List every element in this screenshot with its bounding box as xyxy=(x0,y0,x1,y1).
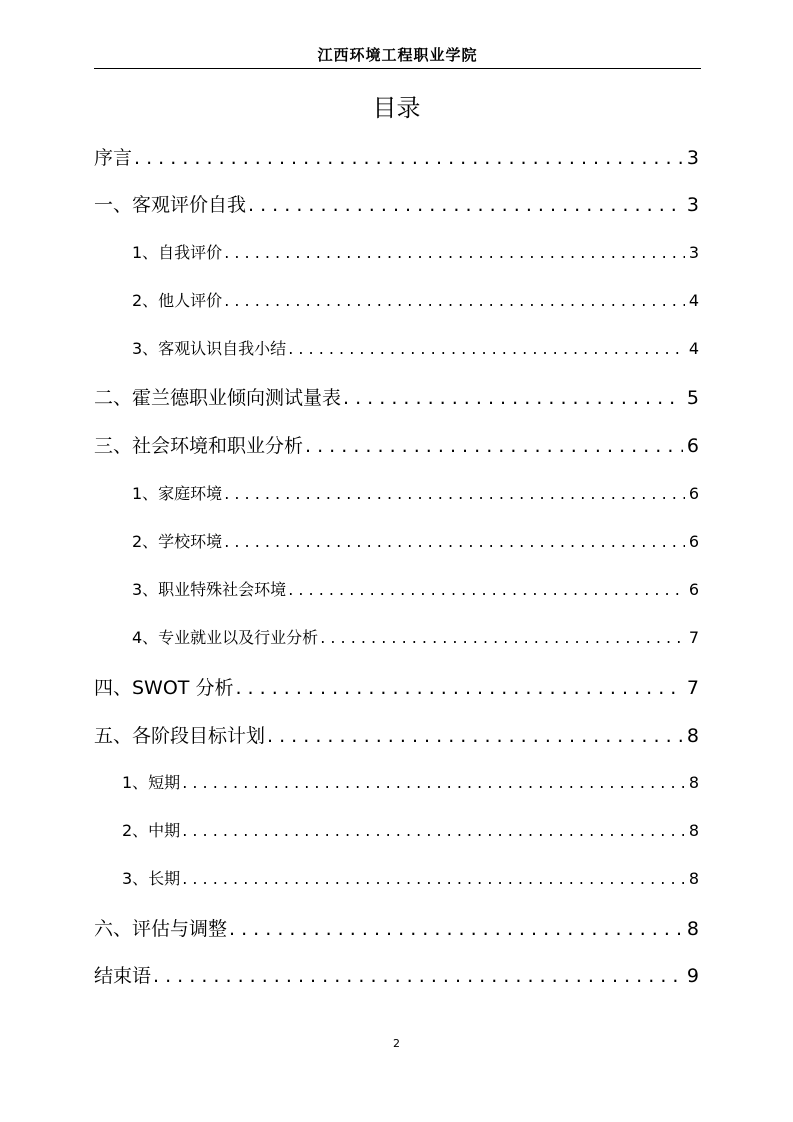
toc-entry-page: 8 xyxy=(686,725,699,747)
toc-entry-page: 3 xyxy=(688,243,699,262)
toc-leader-dots xyxy=(267,725,683,747)
toc-entry[interactable] xyxy=(94,190,699,217)
toc-entry-label: 五、各阶段目标计划 xyxy=(94,725,266,747)
toc-entry-page: 6 xyxy=(688,580,699,599)
toc-entry[interactable] xyxy=(132,481,699,504)
toc-entry-page: 8 xyxy=(688,821,699,840)
toc-leader-dots xyxy=(305,435,683,457)
toc-entry-page: 3 xyxy=(686,147,699,169)
toc-leader-dots xyxy=(182,821,685,840)
toc-leader-dots xyxy=(182,869,685,888)
toc-entry-page: 6 xyxy=(688,532,699,551)
toc-entry-label: 1、短期 xyxy=(122,773,181,792)
toc-entry-label: 4、专业就业以及行业分析 xyxy=(132,628,319,647)
running-header: 江西环境工程职业学院 xyxy=(317,46,478,64)
toc-entry[interactable] xyxy=(132,625,699,648)
header-rule xyxy=(94,68,701,69)
toc-entry-page: 7 xyxy=(688,628,699,647)
toc-entry-label: 3、长期 xyxy=(122,869,181,888)
toc-leader-dots xyxy=(320,628,685,647)
toc-leader-dots xyxy=(229,918,683,940)
toc-entry[interactable] xyxy=(122,866,699,889)
toc-leader-dots xyxy=(182,773,685,792)
toc-entry[interactable] xyxy=(132,336,699,359)
toc-entry-page: 9 xyxy=(686,965,699,987)
toc-entry[interactable] xyxy=(132,240,699,263)
toc-entry-label: 三、社会环境和职业分析 xyxy=(94,435,304,457)
toc-entry[interactable] xyxy=(132,529,699,552)
toc-entry[interactable] xyxy=(94,673,699,700)
toc-entry-label: 3、职业特殊社会环境 xyxy=(132,580,287,599)
toc-entry[interactable] xyxy=(94,914,699,941)
toc-entry-label: 四、SWOT 分析 xyxy=(94,677,234,699)
toc-entry-label: 1、家庭环境 xyxy=(132,484,223,503)
toc-entry-label: 3、客观认识自我小结 xyxy=(132,339,287,358)
toc-entry-label: 2、学校环境 xyxy=(132,532,223,551)
page-number: 2 xyxy=(393,1037,400,1050)
toc-leader-dots xyxy=(134,147,683,169)
toc-entry-page: 4 xyxy=(688,291,699,310)
toc-leader-dots xyxy=(224,532,685,551)
toc-entry-page: 6 xyxy=(688,484,699,503)
toc-entry[interactable] xyxy=(94,721,699,748)
toc-entry-label: 一、客观评价自我 xyxy=(94,194,247,216)
toc-leader-dots xyxy=(235,677,682,699)
toc-entry[interactable] xyxy=(122,818,699,841)
toc-leader-dots xyxy=(288,580,685,599)
toc-entry[interactable] xyxy=(94,143,699,170)
toc-leader-dots xyxy=(288,339,685,358)
toc-entry[interactable] xyxy=(122,770,699,793)
toc-entry-label: 1、自我评价 xyxy=(132,243,223,262)
toc-entry-page: 3 xyxy=(686,194,699,216)
toc-entry-label: 序言 xyxy=(94,147,133,169)
toc-entry-page: 8 xyxy=(688,869,699,888)
toc-entry[interactable] xyxy=(94,383,699,410)
toc-entry[interactable] xyxy=(132,577,699,600)
toc-leader-dots xyxy=(224,291,685,310)
toc-entry-label: 二、霍兰德职业倾向测试量表 xyxy=(94,387,342,409)
toc-entry-page: 4 xyxy=(688,339,699,358)
toc-entry-page: 7 xyxy=(686,677,699,699)
toc-entry-page: 8 xyxy=(688,773,699,792)
toc-entry[interactable] xyxy=(94,431,699,458)
toc-entry-label: 2、他人评价 xyxy=(132,291,223,310)
toc-entry-page: 8 xyxy=(686,918,699,940)
toc-entry[interactable] xyxy=(132,288,699,311)
toc-title: 目录 xyxy=(372,94,421,122)
toc-entry-label: 2、中期 xyxy=(122,821,181,840)
toc-leader-dots xyxy=(153,965,683,987)
toc-entry-label: 六、评估与调整 xyxy=(94,918,228,940)
toc-entry-label: 结束语 xyxy=(94,965,152,987)
toc-leader-dots xyxy=(224,484,685,503)
toc-leader-dots xyxy=(224,243,685,262)
toc-entry-page: 5 xyxy=(686,387,699,409)
toc-leader-dots xyxy=(248,194,683,216)
toc-entry[interactable] xyxy=(94,961,699,988)
toc-leader-dots xyxy=(343,387,683,409)
toc-entry-page: 6 xyxy=(686,435,699,457)
